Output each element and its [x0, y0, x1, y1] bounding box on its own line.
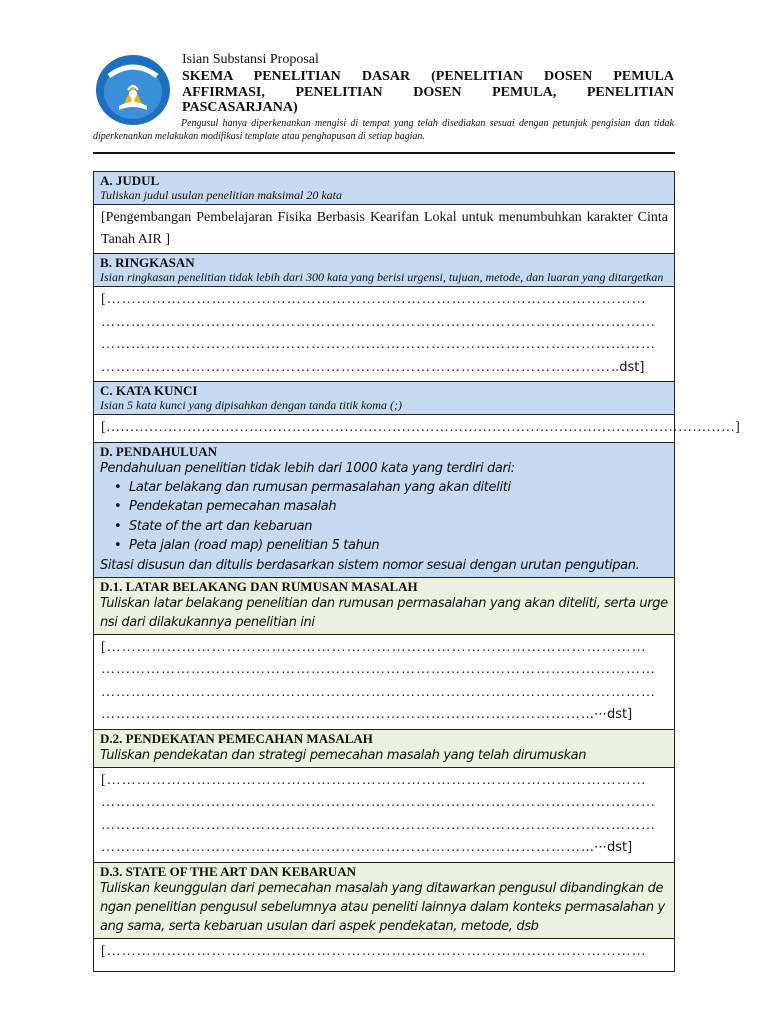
- section-d3-header: [94, 863, 674, 939]
- d3-field[interactable]: [94, 939, 674, 972]
- placeholder-line: …………………………………………………………………………………………………: [101, 337, 656, 352]
- proposal-form-table: [93, 171, 741, 972]
- placeholder-line: [………………………………………………………………………………………………: [101, 943, 647, 959]
- section-judul-header: [94, 172, 674, 205]
- bullet-icon: •: [114, 479, 122, 495]
- placeholder-line: …………………………………………………………………………………………………: [101, 684, 656, 700]
- placeholder-line: [……………………………………………………………………………………………………………………]: [101, 420, 741, 435]
- section-kata-kunci-header: [94, 382, 674, 415]
- section-title: C. KATA KUNCI: [100, 383, 198, 398]
- placeholder-dots: ……………………………………………………………………………………: [101, 840, 581, 855]
- judul-field[interactable]: [94, 205, 674, 254]
- list-item: [114, 536, 668, 556]
- section-title: D. PENDAHULUAN: [100, 443, 217, 459]
- section-ringkasan-header: [94, 254, 674, 287]
- placeholder-line: …………………………………………………………………………………………………: [101, 795, 656, 810]
- bullet-text: Pendekatan pemecahan masalah: [129, 499, 337, 514]
- section-description: Tuliskan pendekatan dan strategi pemecahan masalah yang telah dirumuskan: [100, 747, 587, 763]
- bullet-icon: •: [114, 538, 122, 553]
- placeholder-dots: ……………………………………………………………………………………: [101, 707, 581, 722]
- bullet-icon: •: [114, 499, 122, 514]
- kata-kunci-field[interactable]: [94, 415, 741, 443]
- placeholder-line: [………………………………………………………………………………………………: [101, 639, 647, 655]
- section-description: Tuliskan keunggulan dari pemecahan masalah yang ditawarkan pengusul dibandingkan dengan penelitian pengusul sebelumnya atau peneliti lainnya dalam konteks permasalahan yang sama, serta kebaruan usulan dari aspek pendekatan, metode, dsb: [100, 880, 665, 934]
- header-title-line: AFFIRMASI, PENELITIAN DOSEN PEMULA, PENELITIAN: [182, 84, 674, 100]
- placeholder-line: …………………………………………………………………………………………………: [101, 817, 656, 833]
- section-d2-header: [94, 730, 674, 768]
- placeholder-end: ..dst]: [611, 359, 645, 375]
- placeholder-line: [101, 704, 668, 727]
- placeholder-dots: …………………………………………………………………………………………: [101, 359, 611, 375]
- section-title: D.3. STATE OF THE ART DAN KEBARUAN: [100, 863, 356, 879]
- bullet-text: State of the art dan kebaruan: [129, 518, 313, 534]
- header-subtitle: Isian Substansi Proposal: [182, 52, 319, 67]
- list-item: [114, 497, 668, 517]
- document-header: [182, 52, 674, 116]
- header-title-line: PASCASARJANA): [182, 100, 298, 115]
- header-divider: [93, 152, 675, 154]
- header-title-line: SKEMA PENELITIAN DASAR (PENELITIAN DOSEN PEMULA: [182, 69, 674, 84]
- placeholder-line: [………………………………………………………………………………………………: [101, 292, 647, 307]
- section-d1-header: [94, 578, 674, 635]
- placeholder-line: [101, 357, 668, 380]
- placeholder-line: [………………………………………………………………………………………………: [101, 772, 647, 788]
- logo-emblem-icon: [95, 54, 171, 126]
- d2-field[interactable]: [94, 768, 674, 863]
- section-pendahuluan-header: [94, 443, 674, 578]
- judul-value: [Pengembangan Pembelajaran Fisika Berbasis Kearifan Lokal untuk menumbuhkan karakter Cinta Tanah AIR ]: [101, 210, 668, 247]
- section-description: Isian 5 kata kunci yang dipisahkan dengan tanda titik koma (;): [100, 398, 402, 412]
- section-description: Isian ringkasan penelitian tidak lebih dari 300 kata yang berisi urgensi, tujuan, metode, dan luaran yang ditargetkan: [100, 270, 664, 284]
- section-title: B. RINGKASAN: [100, 255, 195, 270]
- section-title: A. JUDUL: [100, 173, 160, 188]
- placeholder-line: …………………………………………………………………………………………………: [101, 314, 656, 330]
- pendahuluan-bullet-list: [100, 478, 668, 556]
- section-outro: Sitasi disusun dan ditulis berdasarkan sistem nomor sesuai dengan urutan pengutipan.: [100, 557, 640, 573]
- placeholder-line: [101, 837, 668, 860]
- list-item: [114, 517, 668, 537]
- section-description: Tuliskan latar belakang penelitian dan rumusan permasalahan yang akan diteliti, serta urgensi dari dilakukannya penelitian ini: [100, 595, 668, 630]
- section-intro: Pendahuluan penelitian tidak lebih dari 1000 kata yang terdiri dari:: [100, 460, 515, 476]
- bullet-text: Peta jalan (road map) penelitian 5 tahun: [129, 538, 380, 553]
- placeholder-end: …⋯dst]: [581, 707, 633, 722]
- list-item: [114, 478, 668, 498]
- bullet-text: Latar belakang dan rumusan permasalahan yang akan diteliti: [129, 479, 511, 495]
- header-instruction-note: Pengusul hanya diperkenankan mengisi di tempat yang telah disediakan sesuai dengan petunjuk pengisian dan tidak diperkenankan melakukan modifikasi template atau penghapusan di setiap bagian.: [93, 118, 674, 142]
- section-title: D.1. LATAR BELAKANG DAN RUMUSAN MASALAH: [100, 578, 418, 594]
- d1-field[interactable]: [94, 635, 674, 730]
- section-title: D.2. PENDEKATAN PEMECAHAN MASALAH: [100, 730, 373, 746]
- placeholder-line: …………………………………………………………………………………………………: [101, 662, 656, 677]
- header-title: [182, 69, 674, 116]
- ringkasan-field[interactable]: [94, 287, 674, 382]
- bullet-icon: •: [114, 518, 122, 534]
- placeholder-end: …⋯dst]: [581, 840, 633, 855]
- tut-wuri-handayani-logo: [95, 54, 171, 126]
- section-description: Tuliskan judul usulan penelitian maksimal 20 kata: [100, 188, 342, 202]
